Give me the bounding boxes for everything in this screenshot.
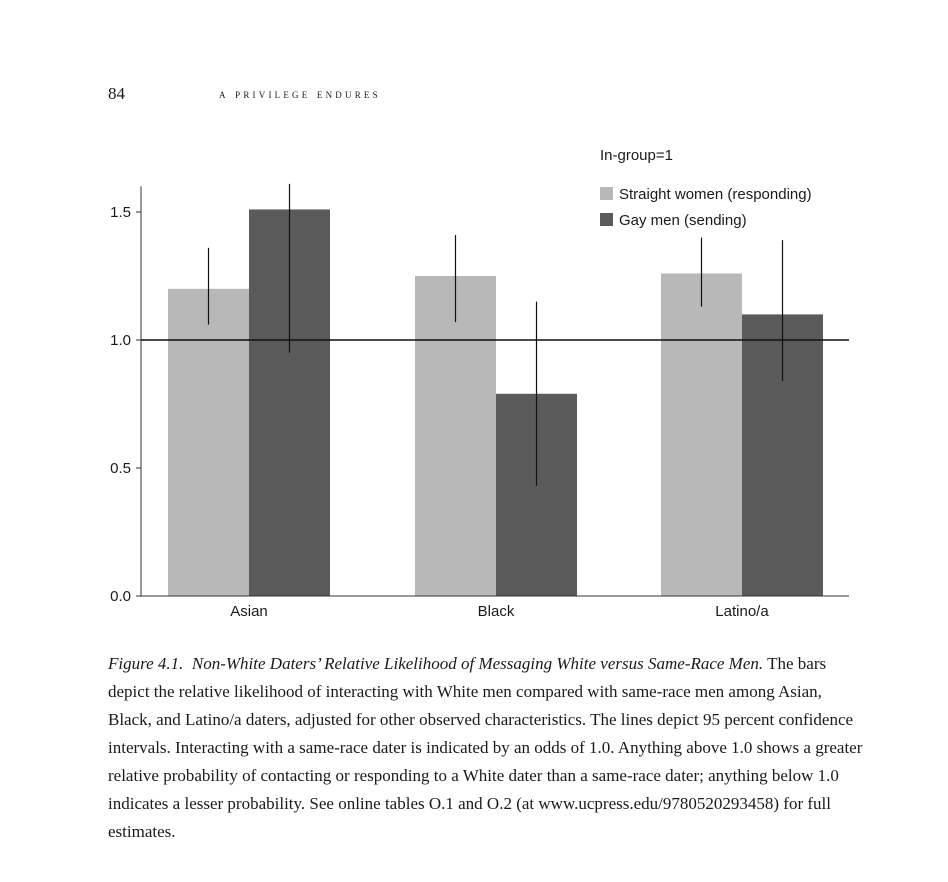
legend-title: In-group=1 [600, 147, 673, 164]
figure-caption [108, 650, 868, 846]
x-tick-label: Asian [230, 603, 268, 620]
bar-asian-straight-women [168, 289, 249, 596]
page-number: 84 [108, 84, 125, 103]
caption-body: The bars depict the relative likelihood of interacting with White men compared with same-race men among Asian, Black, and Latino/a daters, adjusted for other observed characteristics. The lines depict 95 percent confidence intervals. Interacting with a same-race dater is indicated by an odds of 1.0. Anything above 1.0 shows a greater relative probability of contacting or responding to a White dater than a same-race dater; anything below 1.0 indicates a lesser probability. See online tables O.1 and O.2 (at www.ucpress.edu/9780520293458) for full estimates. [108, 654, 863, 841]
bar-black-straight-women [415, 276, 496, 596]
legend-label-straight-women: Straight women (responding) [619, 186, 812, 203]
caption-title: Non-White Daters’ Relative Likelihood of Messaging White versus Same-Race Men. [191, 654, 764, 673]
legend-swatch-gay-men [600, 213, 613, 226]
bar-latinoa-straight-women [661, 273, 742, 596]
legend-swatch-straight-women [600, 187, 613, 200]
x-tick-label: Latino/a [715, 603, 769, 620]
caption-label: Figure 4.1. [108, 654, 184, 673]
y-tick-label: 0.0 [110, 588, 131, 605]
y-tick-label: 1.0 [110, 332, 131, 349]
x-tick-label: Black [477, 603, 515, 620]
y-tick-label: 1.5 [110, 204, 131, 221]
running-head: a privilege endures [219, 86, 381, 101]
y-tick-label: 0.5 [110, 460, 131, 477]
legend-label-gay-men: Gay men (sending) [619, 212, 747, 229]
